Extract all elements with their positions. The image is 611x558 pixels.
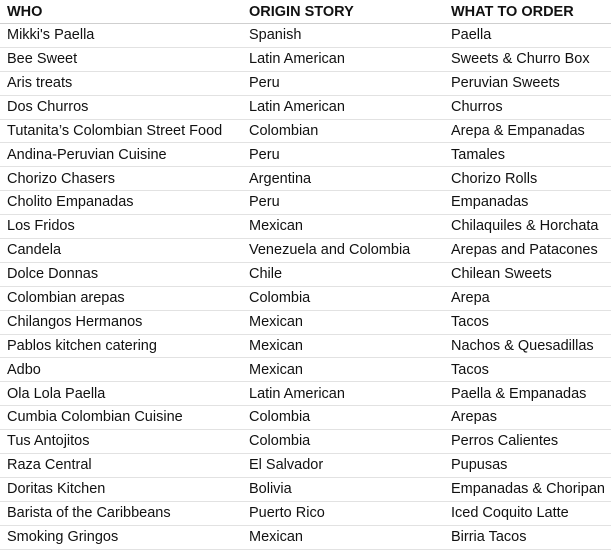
what-to-order-cell: Tamales [451, 146, 505, 163]
vendor-name-cell: Adbo [7, 361, 41, 378]
vendor-name-cell: Dolce Donnas [7, 266, 99, 283]
table-row [0, 311, 611, 335]
vendor-name-cell: Smoking Gringos [7, 528, 119, 545]
what-to-order-cell: Birria Tacos [451, 528, 527, 545]
origin-story-cell: Spanish [249, 27, 302, 44]
vendor-name-cell: Tutanita’s Colombian Street Food [7, 122, 223, 139]
table-row [0, 72, 611, 96]
what-to-order-cell: Tacos [451, 361, 489, 378]
table-header-row [0, 2, 611, 24]
what-to-order-cell: Paella & Empanadas [451, 385, 587, 402]
what-to-order-cell: Churros [451, 98, 503, 115]
what-to-order-cell: Peruvian Sweets [451, 74, 560, 91]
origin-story-cell: Mexican [249, 528, 303, 545]
vendor-name-cell: Aris treats [7, 74, 73, 91]
origin-story-cell: El Salvador [249, 457, 324, 474]
origin-story-cell: Bolivia [249, 481, 292, 498]
what-to-order-cell: Paella [451, 27, 492, 44]
vendor-name-cell: Barista of the Caribbeans [7, 505, 171, 521]
origin-story-cell: Latin American [249, 51, 345, 68]
vendor-name-cell: Chorizo Chasers [7, 170, 115, 187]
vendor-name-cell: Candela [7, 242, 62, 259]
what-to-order-cell: Chorizo Rolls [451, 170, 538, 187]
what-to-order-cell: Iced Coquito Latte [451, 505, 569, 521]
table-row [0, 358, 611, 382]
table-row [0, 406, 611, 430]
table-row [0, 239, 611, 263]
vendor-name-cell: Los Fridos [7, 218, 75, 235]
what-to-order-cell: Sweets & Churro Box [451, 51, 590, 68]
vendor-name-cell: Colombian arepas [7, 289, 125, 306]
what-to-order-cell: Arepas and Patacones [451, 242, 598, 259]
origin-story-cell: Mexican [249, 313, 303, 330]
header-who: WHO [7, 4, 43, 21]
what-to-order-cell: Nachos & Quesadillas [451, 337, 594, 354]
vendor-name-cell: Pablos kitchen catering [7, 337, 157, 354]
vendor-name-cell: Ola Lola Paella [7, 385, 106, 402]
vendor-name-cell: Cholito Empanadas [7, 194, 134, 211]
table-row [0, 335, 611, 359]
vendor-name-cell: Chilangos Hermanos [7, 313, 143, 330]
vendor-name-cell: Doritas Kitchen [7, 481, 106, 498]
what-to-order-cell: Empanadas [451, 194, 529, 211]
table-row [0, 454, 611, 478]
origin-story-cell: Peru [249, 146, 280, 163]
what-to-order-cell: Chilean Sweets [451, 266, 552, 283]
table-row [0, 191, 611, 215]
table-row [0, 263, 611, 287]
vendor-name-cell: Dos Churros [7, 98, 89, 115]
origin-story-cell: Mexican [249, 361, 303, 378]
what-to-order-cell: Arepas [451, 409, 497, 426]
table-row [0, 167, 611, 191]
table-row [0, 48, 611, 72]
what-to-order-cell: Perros Calientes [451, 433, 559, 450]
table-row [0, 526, 611, 550]
origin-story-cell: Colombian [249, 122, 319, 139]
vendor-name-cell: Raza Central [7, 457, 92, 474]
vendor-name-cell: Andina-Peruvian Cuisine [7, 146, 167, 163]
what-to-order-cell: Tacos [451, 313, 489, 330]
header-what-to-order: WHAT TO ORDER [451, 4, 574, 21]
table-body [0, 24, 611, 550]
table-row [0, 382, 611, 406]
what-to-order-cell: Empanadas & Choripan [451, 481, 605, 498]
table-row [0, 478, 611, 502]
origin-story-cell: Argentina [249, 170, 312, 187]
origin-story-cell: Latin American [249, 98, 345, 115]
origin-story-cell: Mexican [249, 337, 303, 354]
origin-story-cell: Mexican [249, 218, 303, 235]
origin-story-cell: Venezuela and Colombia [249, 242, 411, 259]
table-row [0, 120, 611, 144]
what-to-order-cell: Chilaquiles & Horchata [451, 218, 599, 235]
origin-story-cell: Peru [249, 74, 280, 91]
vendor-name-cell: Bee Sweet [7, 51, 78, 68]
table-row [0, 143, 611, 167]
origin-story-cell: Colombia [249, 433, 311, 450]
origin-story-cell: Peru [249, 194, 280, 211]
vendor-name-cell: Mikki's Paella [7, 27, 95, 44]
vendor-name-cell: Cumbia Colombian Cuisine [7, 409, 183, 426]
table-row [0, 287, 611, 311]
origin-story-cell: Colombia [249, 289, 311, 306]
origin-story-cell: Latin American [249, 385, 345, 402]
vendor-name-cell: Tus Antojitos [7, 433, 90, 450]
table-row [0, 430, 611, 454]
what-to-order-cell: Pupusas [451, 457, 508, 474]
origin-story-cell: Chile [249, 266, 283, 283]
table-row [0, 502, 611, 526]
origin-story-cell: Colombia [249, 409, 311, 426]
table-row [0, 24, 611, 48]
what-to-order-cell: Arepa [451, 289, 490, 306]
header-origin-story: ORIGIN STORY [249, 4, 354, 21]
table-row [0, 96, 611, 120]
origin-story-cell: Puerto Rico [249, 505, 325, 521]
table-row [0, 215, 611, 239]
what-to-order-cell: Arepa & Empanadas [451, 122, 585, 139]
